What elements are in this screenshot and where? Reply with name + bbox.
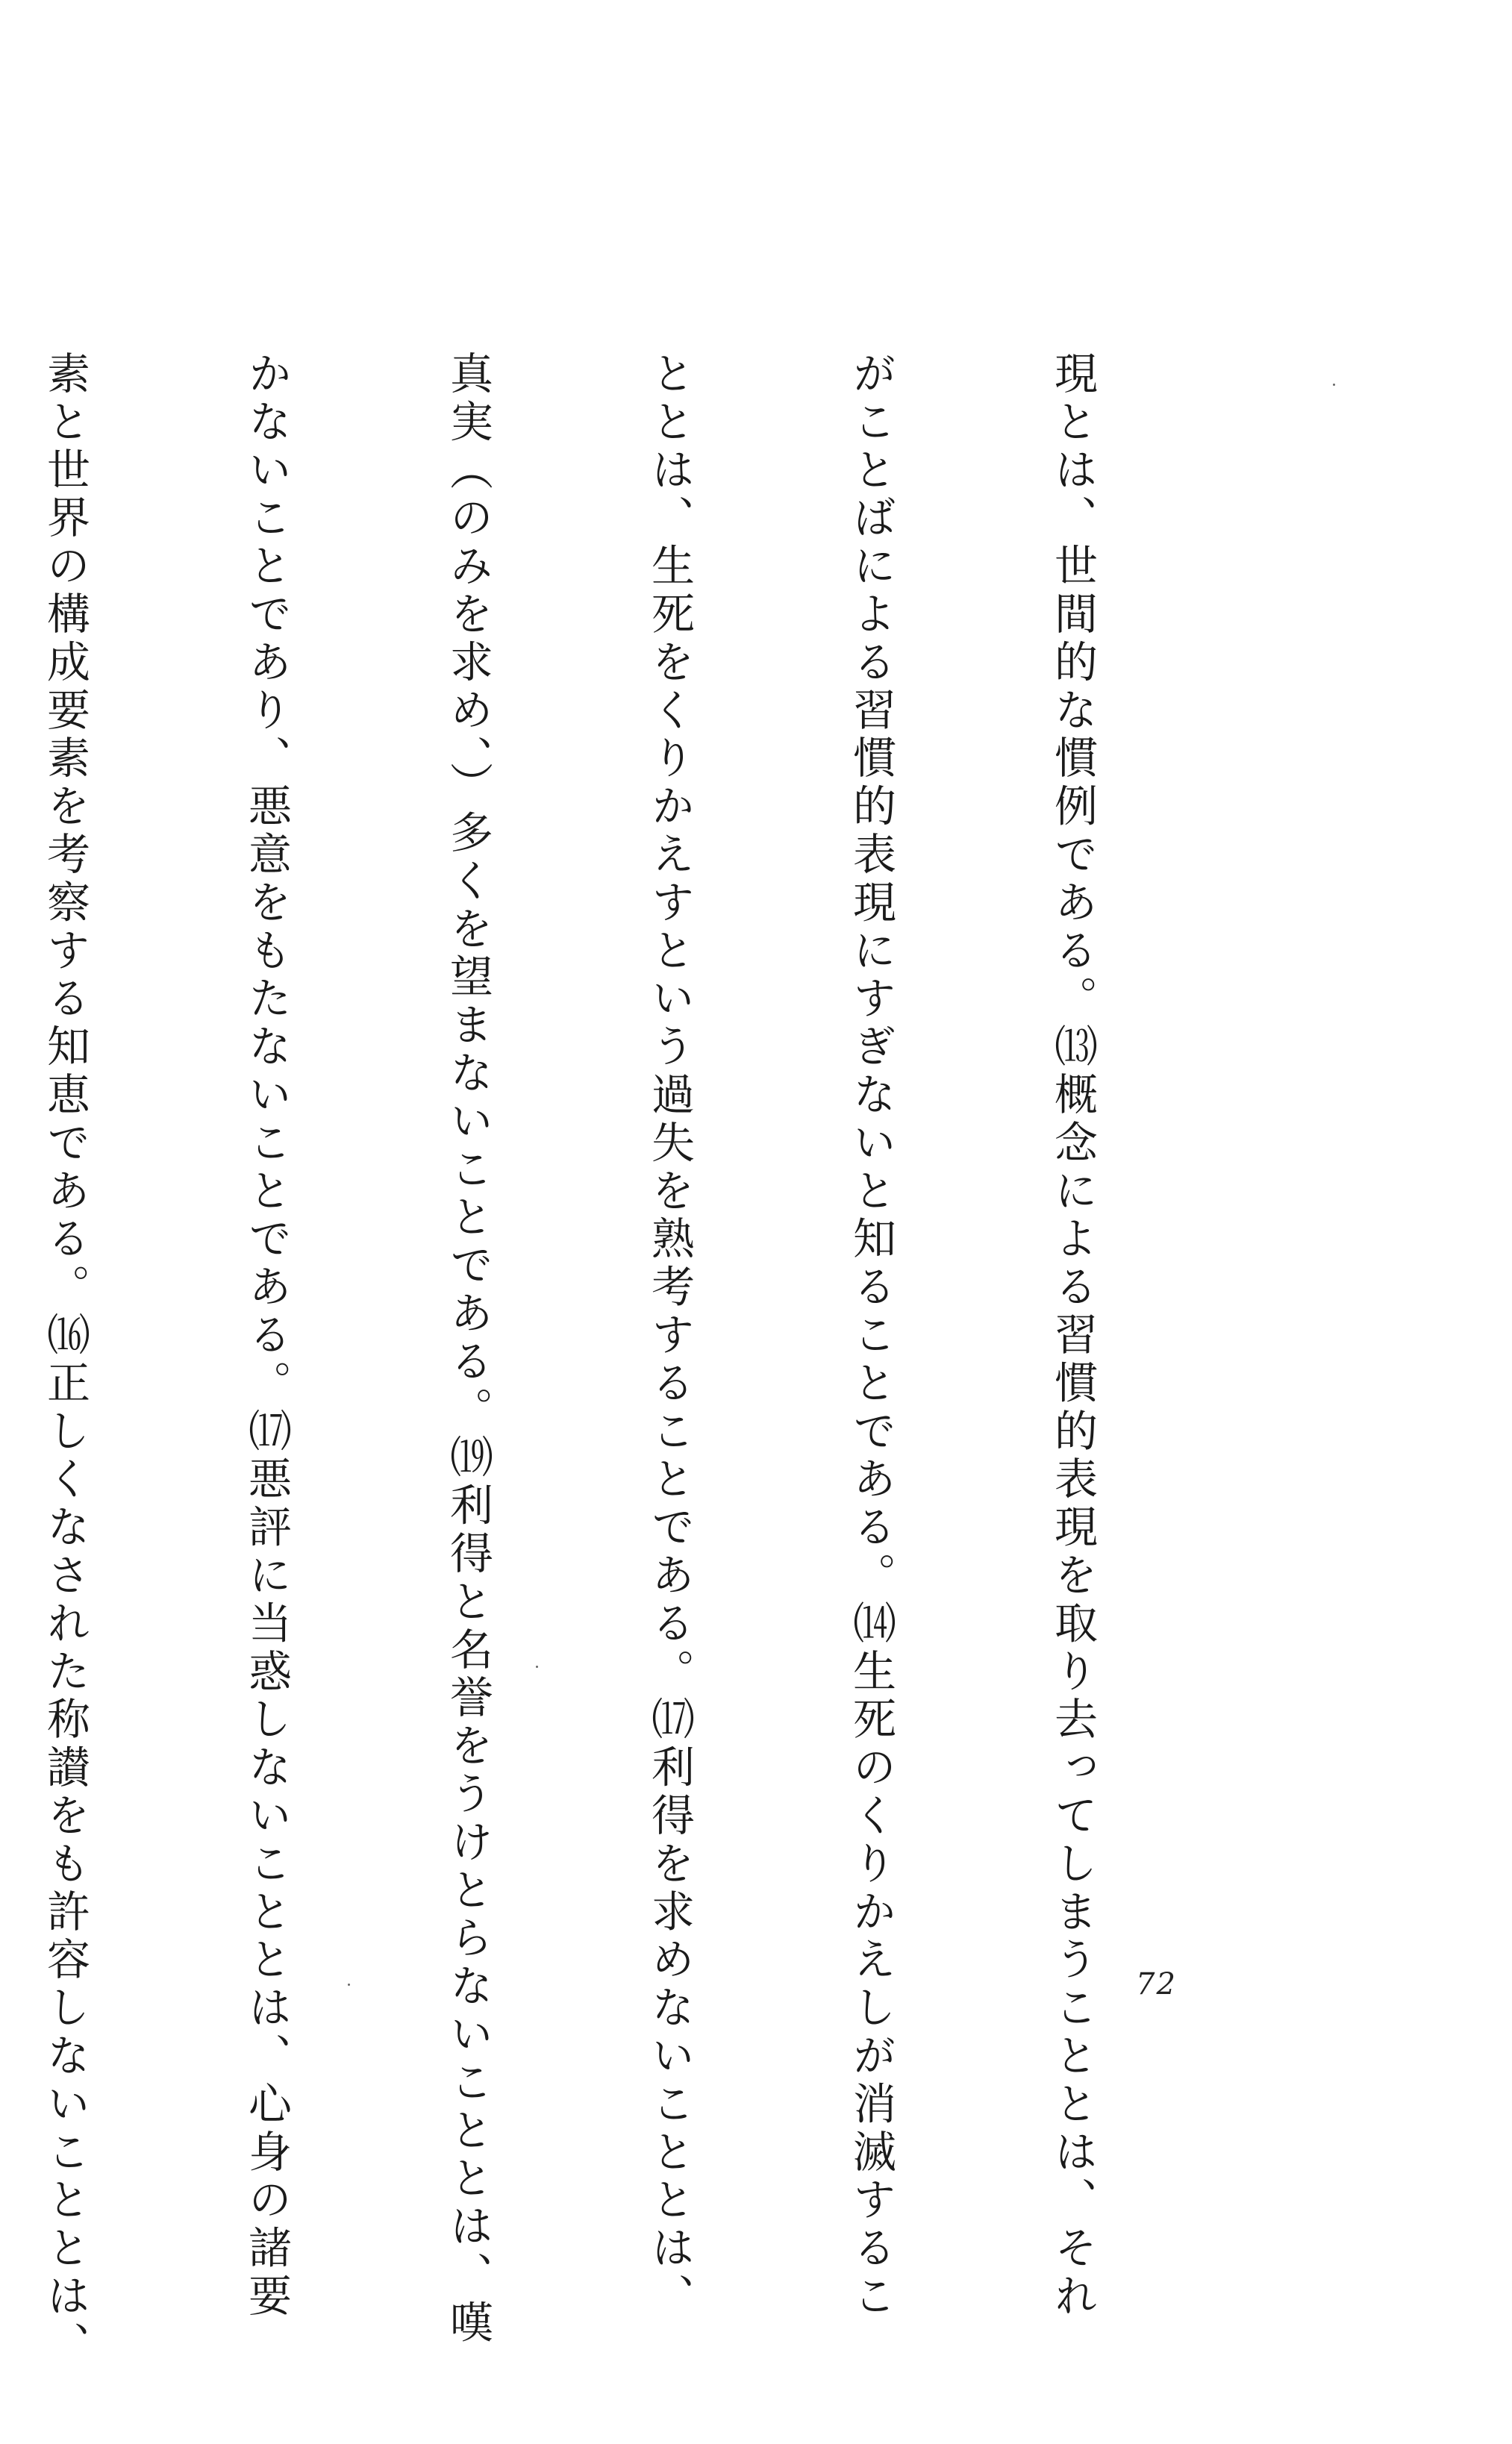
scan-speck [536, 1666, 538, 1668]
text-line-4: 真実（のみを求め、）多くを望まないことである。⒆利得と名誉をうけとらないこととは、嘆 [443, 351, 493, 2348]
text-line-1: 現とは、世間的な慣例である。⒀概念による習慣的表現を取り去ってしまうこととは、それ [1047, 351, 1098, 2322]
page-number: 72 [1136, 1967, 1177, 2001]
text-line-5: かないことであり、悪意をもたないことである。⒄悪評に当惑しないこととは、心身の諸要 [241, 351, 292, 2322]
text-line-3: ととは、生死をくりかえすという過失を熟考することである。⒄利得を求めないこととは、 [644, 351, 695, 2322]
scan-speck [1333, 384, 1335, 386]
text-line-2: がことばによる習慣的表現にすぎないと知ることである。⒁生死のくりかえしが消滅するこ [846, 351, 896, 2322]
scan-speck [348, 1984, 350, 1986]
text-line-6: 素と世界の構成要素を考察する知恵である。⒃正しくなされた称讃をも許容しないこととは、 [40, 351, 90, 2369]
